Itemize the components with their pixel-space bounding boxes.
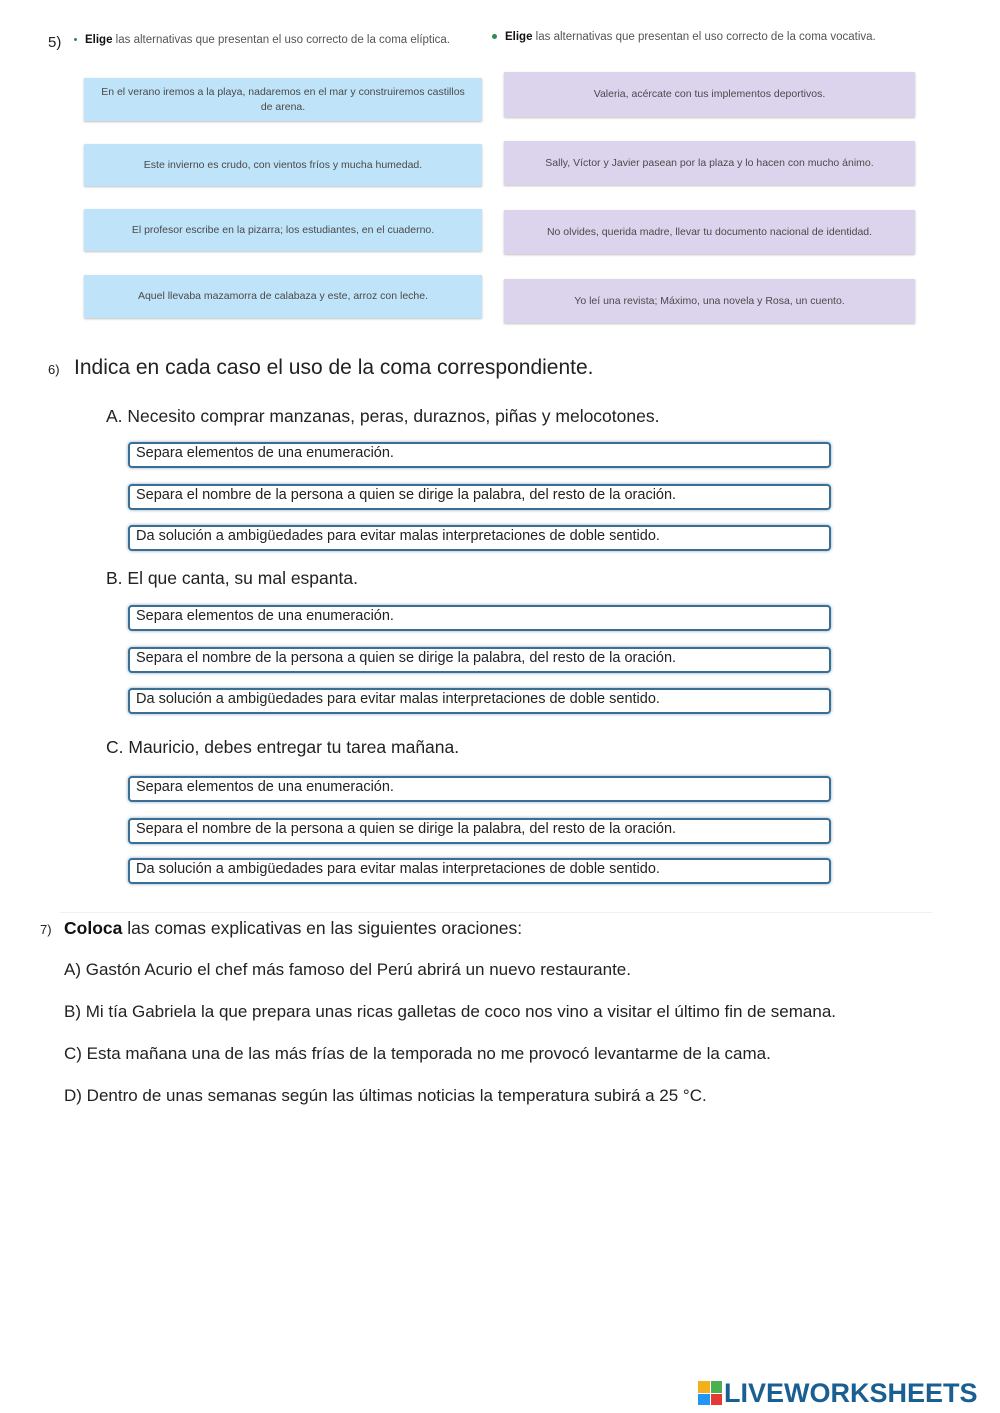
instruction-text: las alternativas que presentan el uso correcto de la coma vocativa.: [532, 31, 876, 43]
sentence-c: C) Esta mañana una de las más frías de la temporada no me provocó levantarme de la cama.: [64, 1044, 771, 1063]
logo-text: LIVEWORKSHEETS: [724, 1377, 978, 1408]
elliptic-option-2[interactable]: Este invierno es crudo, con vientos fríos y mucha humedad.: [84, 144, 482, 186]
case-b-choice-enumeration[interactable]: Separa elementos de una enumeración.: [128, 605, 831, 631]
case-b-sentence: B. El que canta, su mal espanta.: [106, 568, 358, 588]
case-b-choice-ambiguity[interactable]: Da solución a ambigüedades para evitar malas interpretaciones de doble sentido.: [128, 688, 831, 714]
case-c-sentence: C. Mauricio, debes entregar tu tarea mañana.: [106, 737, 460, 757]
question-7-number: 7): [40, 922, 52, 937]
question-6-number: 6): [48, 362, 60, 377]
section-divider: [60, 912, 932, 913]
case-c-choice-vocative[interactable]: Separa el nombre de la persona a quien se dirige la palabra, del resto de la oración.: [128, 818, 831, 844]
vocative-option-4[interactable]: Yo leí una revista; Máximo, una novela y Rosa, un cuento.: [504, 279, 915, 323]
elliptic-option-4[interactable]: Aquel llevaba mazamorra de calabaza y este, arroz con leche.: [84, 275, 482, 318]
elliptic-option-3[interactable]: El profesor escribe en la pizarra; los estudiantes, en el cuaderno.: [84, 209, 482, 251]
instruction-bold: Elige: [505, 31, 533, 43]
case-c-choice-ambiguity[interactable]: Da solución a ambigüedades para evitar malas interpretaciones de doble sentido.: [128, 858, 831, 884]
instruction-text: las alternativas que presentan el uso correcto de la coma elíptica.: [112, 34, 451, 46]
case-c-choice-enumeration[interactable]: Separa elementos de una enumeración.: [128, 776, 831, 802]
case-a-sentence: A. Necesito comprar manzanas, peras, duraznos, piñas y melocotones.: [106, 406, 660, 426]
case-a-choice-enumeration[interactable]: Separa elementos de una enumeración.: [128, 442, 831, 468]
case-a-choice-ambiguity[interactable]: Da solución a ambigüedades para evitar malas interpretaciones de doble sentido.: [128, 525, 831, 551]
sentence-b: B) Mi tía Gabriela la que prepara unas ricas galletas de coco nos vino a visitar el último fin de semana.: [64, 1002, 837, 1021]
liveworksheets-logo-icon: [698, 1381, 722, 1405]
question-6-title: Indica en cada caso el uso de la coma correspondiente.: [74, 356, 594, 379]
case-a-choice-vocative[interactable]: Separa el nombre de la persona a quien se dirige la palabra, del resto de la oración.: [128, 484, 831, 510]
vocative-option-2[interactable]: Sally, Víctor y Javier pasean por la plaza y lo hacen con mucho ánimo.: [504, 141, 915, 185]
title-bold: Coloca: [64, 918, 123, 938]
sentence-d: D) Dentro de unas semanas según las últimas noticias la temperatura subirá a 25 °C.: [64, 1086, 707, 1105]
bullet-icon: [74, 38, 77, 41]
vocative-option-1[interactable]: Valeria, acércate con tus implementos deportivos.: [504, 72, 915, 117]
sentence-a: A) Gastón Acurio el chef más famoso del Perú abrirá un nuevo restaurante.: [64, 960, 631, 979]
question-5-right-instruction: [492, 31, 876, 43]
case-b-choice-vocative[interactable]: Separa el nombre de la persona a quien se dirige la palabra, del resto de la oración.: [128, 647, 831, 673]
instruction-bold: Elige: [85, 34, 113, 46]
bullet-icon: [492, 34, 497, 39]
question-5-left-instruction: [74, 34, 450, 46]
elliptic-option-1[interactable]: En el verano iremos a la playa, nadaremos en el mar y construiremos castillos de arena.: [84, 78, 482, 121]
vocative-option-3[interactable]: No olvides, querida madre, llevar tu documento nacional de identidad.: [504, 210, 915, 254]
liveworksheets-logo: [698, 1376, 978, 1410]
question-7-title: [64, 918, 522, 939]
title-text: las comas explicativas en las siguientes oraciones:: [122, 918, 523, 938]
question-5-number: 5): [48, 34, 62, 51]
